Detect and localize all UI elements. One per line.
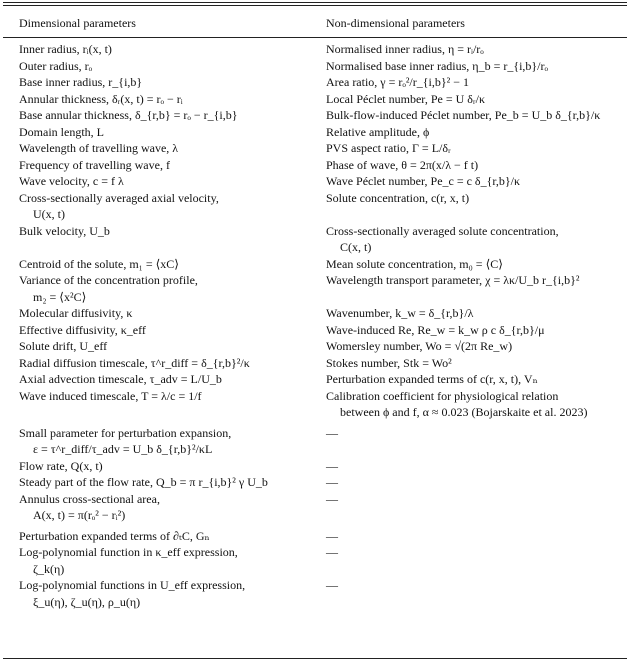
nondimensional-text: —	[326, 458, 338, 473]
dimensional-text: Axial advection timescale, τ_adv = L/U_b	[19, 372, 222, 386]
nondimensional-text: Local Péclet number, Pe = U δᵣ/κ	[326, 91, 486, 106]
dimensional-text-cont: ζ_k(η)	[33, 561, 65, 576]
nondimensional-text: Relative amplitude, ϕ	[326, 124, 430, 139]
nondimensional-text: Normalised base inner radius, η_b = r_{i,b}/rₒ	[326, 58, 548, 73]
dimensional-text-cont: m₂ = ⟨x²C⟩	[33, 289, 87, 304]
table-row	[3, 157, 627, 174]
nondimensional-text: Normalised inner radius, η = rᵢ/rₒ	[326, 42, 484, 56]
table-row	[3, 140, 627, 157]
nondimensional-cell	[3, 223, 627, 256]
dimensional-text: Domain length, L	[19, 124, 104, 139]
nondimensional-cell	[3, 458, 627, 475]
dimensional-text-cont: ε = τ^r_diff/τ_adv = U_b δ_{r,b}²/κL	[33, 442, 213, 456]
table-row	[3, 474, 627, 491]
dimensional-text: Wavelength of travelling wave, λ	[19, 141, 179, 155]
nondimensional-cell	[3, 474, 627, 491]
dimensional-text: Flow rate, Q(x, t)	[19, 458, 103, 473]
table-row	[3, 74, 627, 91]
table-row	[3, 491, 627, 524]
dimensional-text-cont: A(x, t) = π(rₒ² − rᵢ²)	[33, 508, 126, 522]
dimensional-text: Variance of the concentration profile,	[19, 273, 198, 287]
header-dimensional: Dimensional parameters	[19, 16, 136, 30]
nondimensional-cell	[3, 338, 627, 355]
nondimensional-text: —	[326, 545, 338, 559]
nondimensional-cell	[3, 124, 627, 141]
dimensional-text: Cross-sectionally averaged axial velocity,	[19, 190, 219, 205]
nondimensional-cell	[3, 491, 627, 524]
dimensional-text: Centroid of the solute, m₁ = ⟨xC⟩	[19, 256, 179, 271]
table-row	[3, 528, 627, 545]
table-row	[3, 223, 627, 256]
nondimensional-text-cont: between ϕ and f, α ≈ 0.023 (Bojarskaite et al. 2023)	[340, 405, 588, 419]
dimensional-text: Annulus cross-sectional area,	[19, 491, 160, 506]
dimensional-text: Effective diffusivity, κ_eff	[19, 322, 146, 337]
nondimensional-cell	[3, 107, 627, 124]
table-row	[3, 256, 627, 273]
nondimensional-text: Womersley number, Wo = √(2π Re_w)	[326, 339, 513, 353]
bottom-rule	[3, 658, 627, 659]
nondimensional-text: Area ratio, γ = rₒ²/r_{i,b}² − 1	[326, 75, 469, 89]
dimensional-text: Molecular diffusivity, κ	[19, 306, 133, 320]
dimensional-text: Log-polynomial function in κ_eff expression,	[19, 545, 238, 559]
dimensional-text: Wave velocity, c = f λ	[19, 174, 124, 188]
nondimensional-text: Stokes number, Stk = Wo²	[326, 355, 452, 370]
nondimensional-cell	[3, 355, 627, 372]
nondimensional-cell	[3, 173, 627, 190]
top-rule	[3, 2, 627, 3]
nondimensional-text: Wave-induced Re, Re_w = k_w ρ c δ_{r,b}/μ	[326, 322, 545, 337]
dimensional-text: Inner radius, rᵢ(x, t)	[19, 42, 112, 56]
nondimensional-cell	[3, 140, 627, 157]
dimensional-text: Outer radius, rₒ	[19, 58, 93, 73]
nondimensional-text-cont: C(x, t)	[340, 240, 372, 254]
nondimensional-cell	[3, 322, 627, 339]
nondimensional-cell	[3, 190, 627, 223]
nondimensional-text: Perturbation expanded terms of c(r, x, t), Vₙ	[326, 372, 538, 386]
dimensional-text-cont: U(x, t)	[33, 207, 65, 221]
nondimensional-cell	[3, 528, 627, 545]
parameters-table	[3, 0, 627, 670]
nondimensional-text: —	[326, 578, 338, 592]
nondimensional-cell	[3, 577, 627, 610]
dimensional-text: Steady part of the flow rate, Q_b = π r_{i,b}² γ U_b	[19, 475, 268, 489]
dimensional-text: Base annular thickness, δ_{r,b} = rₒ − r_{i,b}	[19, 108, 238, 122]
dimensional-text: Bulk velocity, U_b	[19, 223, 110, 238]
table-row	[3, 190, 627, 223]
nondimensional-text: Mean solute concentration, m₀ = ⟨C⟩	[326, 256, 503, 271]
nondimensional-text: Calibration coefficient for physiological relation	[326, 388, 559, 403]
top-rule-double	[3, 5, 627, 6]
table-row	[3, 371, 627, 388]
nondimensional-cell	[3, 74, 627, 91]
nondimensional-cell	[3, 544, 627, 577]
table-row	[3, 107, 627, 124]
nondimensional-text: —	[326, 528, 338, 543]
dimensional-text: Small parameter for perturbation expansion,	[19, 425, 232, 440]
table-row	[3, 425, 627, 458]
table-row	[3, 355, 627, 372]
nondimensional-text: Cross-sectionally averaged solute concentration,	[326, 223, 559, 238]
table-row	[3, 338, 627, 355]
nondimensional-text: —	[326, 475, 338, 489]
nondimensional-text: PVS aspect ratio, Γ = L/δᵣ	[326, 141, 451, 155]
nondimensional-text: Wave Péclet number, Pe_c = c δ_{r,b}/κ	[326, 174, 521, 188]
table-row	[3, 91, 627, 108]
nondimensional-cell	[3, 91, 627, 108]
nondimensional-text: —	[326, 491, 338, 506]
table-row	[3, 577, 627, 610]
nondimensional-text: Solute concentration, c(r, x, t)	[326, 190, 470, 205]
table-row	[3, 458, 627, 475]
header-rule	[3, 37, 627, 38]
dimensional-text: Solute drift, U_eff	[19, 339, 108, 353]
nondimensional-text: —	[326, 425, 338, 440]
dimensional-text: Radial diffusion timescale, τ^r_diff = δ_{r,b}²/κ	[19, 355, 250, 370]
nondimensional-text: Wavelength transport parameter, χ = λκ/U_b r_{i,b}²	[326, 273, 580, 287]
dimensional-text: Log-polynomial functions in U_eff expression,	[19, 578, 246, 592]
header-nondimensional: Non-dimensional parameters	[326, 16, 465, 30]
table-row	[3, 388, 627, 421]
nondimensional-text: Phase of wave, θ = 2π(x/λ − f t)	[326, 157, 479, 172]
table-row	[3, 544, 627, 577]
nondimensional-cell	[3, 58, 627, 75]
nondimensional-cell	[3, 256, 627, 273]
nondimensional-text: Bulk-flow-induced Péclet number, Pe_b = U_b δ_{r,b}/κ	[326, 108, 601, 122]
nondimensional-cell	[3, 272, 627, 305]
table-row	[3, 58, 627, 75]
nondimensional-cell	[3, 388, 627, 421]
dimensional-text: Wave induced timescale, T = λ/c = 1/f	[19, 388, 202, 403]
table-body	[3, 41, 627, 610]
table-row	[3, 305, 627, 322]
nondimensional-cell	[3, 157, 627, 174]
dimensional-text: Base inner radius, r_{i,b}	[19, 75, 143, 89]
table-row	[3, 173, 627, 190]
table-row	[3, 272, 627, 305]
dimensional-text: Frequency of travelling wave, f	[19, 157, 170, 172]
dimensional-text: Perturbation expanded terms of ∂ₜC, Gₙ	[19, 528, 210, 543]
nondimensional-cell	[3, 305, 627, 322]
dimensional-text-cont: ξ_u(η), ζ_u(η), ρ_u(η)	[33, 594, 141, 609]
nondimensional-text: Wavenumber, k_w = δ_{r,b}/λ	[326, 306, 474, 320]
table-row	[3, 41, 627, 58]
dimensional-text: Annular thickness, δᵣ(x, t) = rₒ − rᵢ	[19, 91, 183, 106]
nondimensional-cell	[3, 41, 627, 58]
nondimensional-cell	[3, 425, 627, 458]
nondimensional-cell	[3, 371, 627, 388]
table-row	[3, 124, 627, 141]
table-row	[3, 322, 627, 339]
